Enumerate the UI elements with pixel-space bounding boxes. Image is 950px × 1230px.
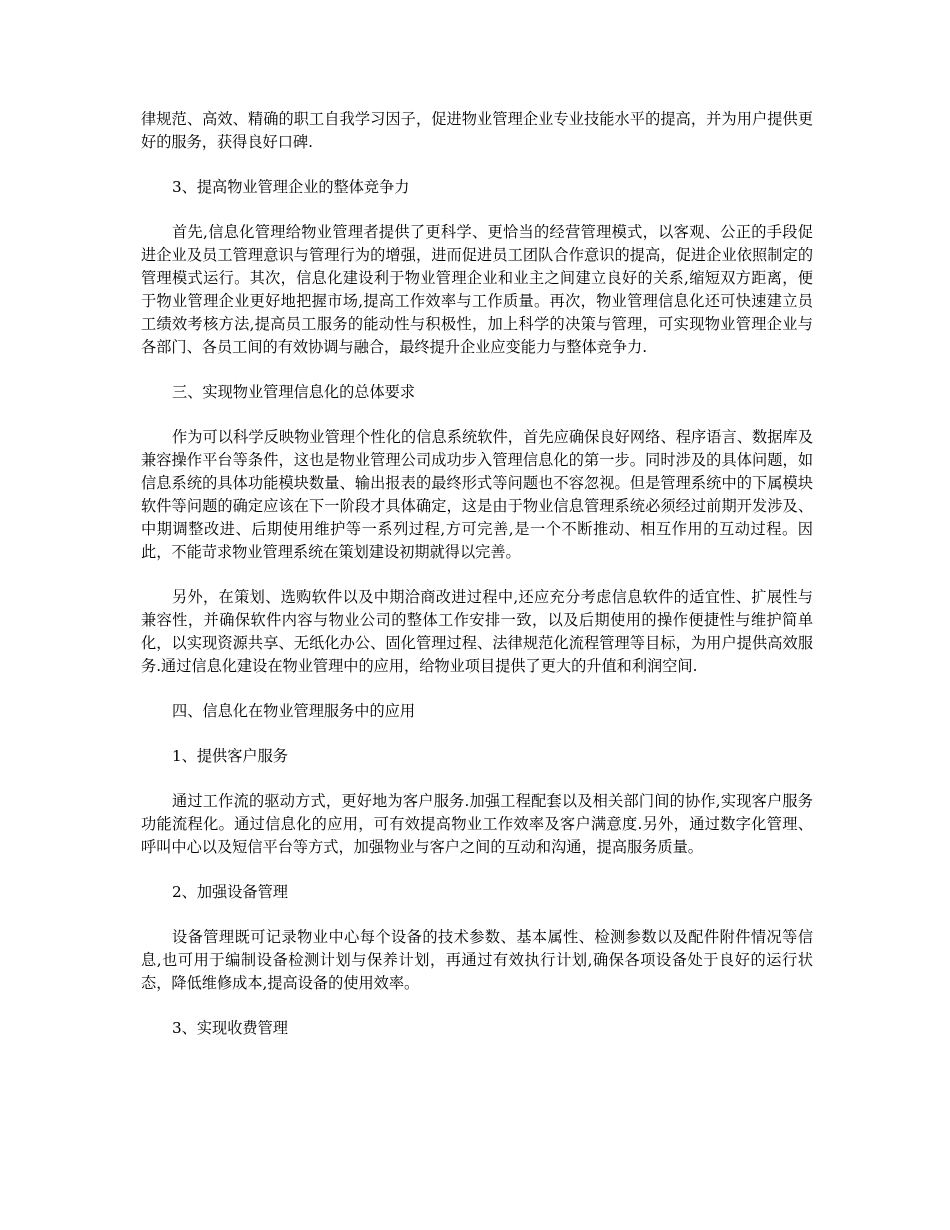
subheading-equipment-management: 2、加强设备管理: [172, 883, 288, 901]
document-body: [141, 108, 813, 1062]
subheading-fee-management: 3、实现收费管理: [172, 1019, 288, 1037]
paragraph-requirements-1: 作为可以科学反映物业管理个性化的信息系统软件，首先应确保良好网络、程序语言、数据库及兼容操作平台等条件，这也是物业管理公司成功步入管理信息化的第一步。同时涉及的具体问题，如信息系统的具体功能模块数量、输出报表的最终形式等问题也不容忽视。但是管理系统中的下属模块软件等问题的确定应该在下一阶段才具体确定，这是由于物业信息管理系统必须经过前期开发涉及、中期调整改进、后期使用维护等一系列过程,方可完善,是一个不断推动、相互作用的互动过程。因此，不能苛求物业管理系统在策划建设初期就得以完善。: [141, 428, 813, 561]
paragraph-requirements-2: 另外，在策划、选购软件以及中期洽商改进过程中,还应充分考虑信息软件的适宜性、扩展性与兼容性，并确保软件内容与物业公司的整体工作安排一致，以及后期使用的操作便捷性与维护简单化，以实现资源共享、无纸化办公、固化管理过程、法律规范化流程管理等目标，为用户提供高效服务.通过信息化建设在物业管理中的应用，给物业项目提供了更大的升值和利润空间.: [141, 588, 813, 675]
section-heading-overall-requirements: 三、实现物业管理信息化的总体要求: [172, 383, 415, 401]
subheading-customer-service: 1、提供客户服务: [172, 747, 288, 765]
paragraph-continuation: 律规范、高效、精确的职工自我学习因子，促进物业管理企业专业技能水平的提高，并为用户提供更好的服务，获得良好口碑.: [141, 110, 813, 151]
paragraph-customer-service: 通过工作流的驱动方式，更好地为客户服务.加强工程配套以及相关部门间的协作,实现客户服务功能流程化。通过信息化的应用，可有效提高物业工作效率及客户满意度.另外，通过数字化管理、呼叫中心以及短信平台等方式，加强物业与客户之间的互动和沟通，提高服务质量。: [141, 792, 813, 856]
section-heading-competitiveness: 3、提高物业管理企业的整体竞争力: [172, 178, 410, 196]
paragraph-equipment-management: 设备管理既可记录物业中心每个设备的技术参数、基本属性、检测参数以及配件附件情况等信息,也可用于编制设备检测计划与保养计划，再通过有效执行计划,确保各项设备处于良好的运行状态，降低维修成本,提高设备的使用效率。: [141, 928, 813, 992]
paragraph-competitiveness: 首先,信息化管理给物业管理者提供了更科学、更恰当的经营管理模式，以客观、公正的手段促进企业及员工管理意识与管理行为的增强，进而促进员工团队合作意识的提高，促进企业依照制定的管理模式运行。其次，信息化建设利于物业管理企业和业主之间建立良好的关系,缩短双方距离，便于物业管理企业更好地把握市场,提高工作效率与工作质量。再次，物业管理信息化还可快速建立员工绩效考核方法,提高员工服务的能动性与积极性，加上科学的决策与管理，可实现物业管理企业与各部门、各员工间的有效协调与融合，最终提升企业应变能力与整体竞争力.: [141, 223, 813, 356]
section-heading-applications: 四、信息化在物业管理服务中的应用: [172, 702, 415, 720]
